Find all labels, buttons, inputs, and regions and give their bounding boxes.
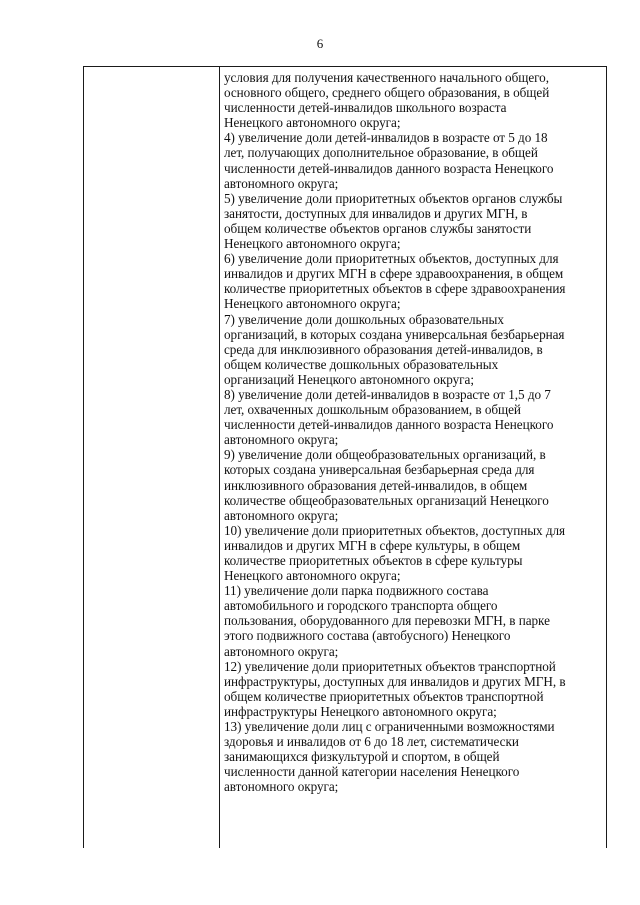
- text-line: основного общего, среднего общего образования, в общей: [224, 85, 550, 101]
- text-line: организаций Ненецкого автономного округа;: [224, 371, 474, 387]
- text-line: 10) увеличение доли приоритетных объектов, доступных для: [224, 522, 566, 538]
- text-line: инвалидов и других МГН в сфере культуры, в общем: [224, 537, 521, 553]
- text-line: среда для инклюзивного образования детей-инвалидов, в: [224, 341, 543, 357]
- text-line: количестве приоритетных объектов в сфере культуры: [224, 553, 523, 568]
- text-line: автономного округа;: [224, 779, 339, 795]
- text-line: автомобильного и городского транспорта общего: [224, 598, 498, 614]
- text-line: автономного округа;: [224, 175, 339, 191]
- text-line: 4) увеличение доли детей-инвалидов в возрасте от 5 до 18: [224, 130, 548, 146]
- text-line: Ненецкого автономного округа;: [224, 236, 401, 252]
- text-line: инфраструктуры, доступных для инвалидов и других МГН, в: [224, 673, 566, 689]
- document-table: [83, 66, 607, 848]
- text-line: численности данной категории населения Ненецкого: [224, 764, 520, 780]
- text-line: 13) увеличение доли лиц с ограниченными возможностями: [224, 719, 555, 735]
- table-right-cell: [220, 67, 606, 848]
- text-line: численности детей-инвалидов школьного возраста: [224, 100, 507, 116]
- text-line: 7) увеличение доли дошкольных образовательных: [224, 311, 504, 327]
- text-line: этого подвижного состава (автобусного) Ненецкого: [224, 628, 511, 644]
- text-line: 12) увеличение доли приоритетных объектов транспортной: [224, 658, 556, 674]
- text-line: Ненецкого автономного округа;: [224, 296, 401, 312]
- text-line: занимающихся физкультурой и спортом, в общей: [224, 749, 500, 765]
- text-line: численности детей-инвалидов данного возраста Ненецкого: [224, 160, 554, 176]
- text-line: количестве общеобразовательных организаций Ненецкого: [224, 492, 549, 508]
- text-line: организаций, в которых создана универсальная безбарьерная: [224, 326, 565, 342]
- text-line: автономного округа;: [224, 643, 339, 659]
- text-line: пользования, оборудованного для перевозки МГН, в парке: [224, 613, 550, 629]
- text-line: занятости, доступных для инвалидов и других МГН, в: [224, 205, 528, 221]
- text-line: инвалидов и других МГН в сфере здравоохранения, в общем: [224, 266, 564, 282]
- text-line: количестве приоритетных объектов в сфере здравоохранения: [224, 281, 566, 297]
- text-line: численности детей-инвалидов данного возраста Ненецкого: [224, 417, 554, 433]
- text-line: 5) увеличение доли приоритетных объектов органов службы: [224, 190, 563, 206]
- text-line: лет, охваченных дошкольным образованием, в общей: [224, 402, 521, 418]
- text-line: Ненецкого автономного округа;: [224, 568, 401, 584]
- text-line: инклюзивного образования детей-инвалидов, в общем: [224, 477, 528, 493]
- text-line: лет, получающих дополнительное образование, в общей: [224, 145, 538, 161]
- page-number: 6: [316, 36, 324, 51]
- text-line: инфраструктуры Ненецкого автономного округа;: [224, 703, 497, 719]
- text-line: здоровья и инвалидов от 6 до 18 лет, систематически: [224, 734, 519, 750]
- text-line: автономного округа;: [224, 432, 339, 448]
- text-line: автономного округа;: [224, 507, 339, 523]
- text-line: общем количестве приоритетных объектов транспортной: [224, 688, 544, 704]
- text-line: 9) увеличение доли общеобразовательных организаций, в: [224, 447, 546, 463]
- text-line: условия для получения качественного начального общего,: [224, 70, 549, 85]
- text-line: которых создана универсальная безбарьерная среда для: [224, 462, 535, 478]
- text-line: 6) увеличение доли приоритетных объектов, доступных для: [224, 251, 559, 267]
- text-line: 8) увеличение доли детей-инвалидов в возрасте от 1,5 до 7: [224, 386, 551, 402]
- text-line: общем количестве объектов органов службы занятости: [224, 220, 532, 236]
- text-line: общем количестве дошкольных образовательных: [224, 356, 499, 372]
- table-left-cell: [84, 67, 220, 848]
- text-line: 11) увеличение доли парка подвижного состава: [224, 583, 489, 599]
- text-line: Ненецкого автономного округа;: [224, 115, 401, 131]
